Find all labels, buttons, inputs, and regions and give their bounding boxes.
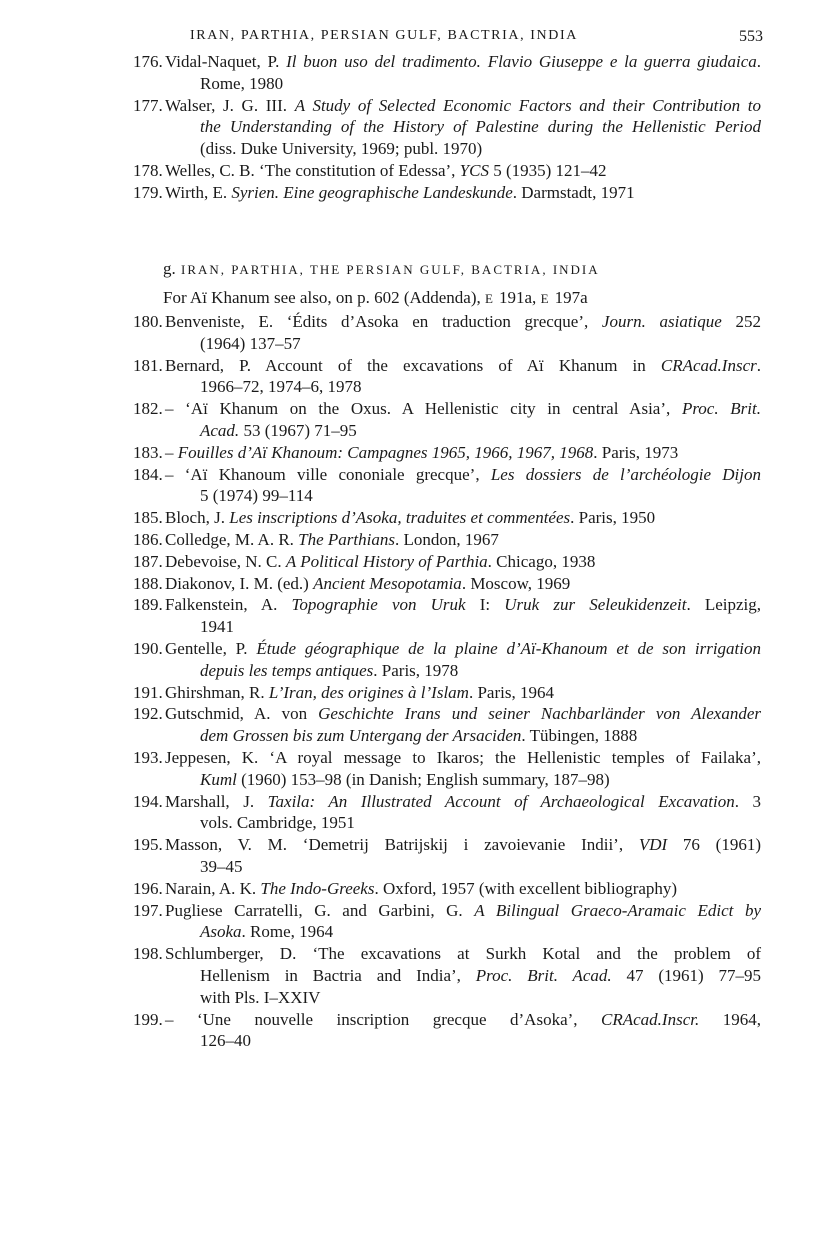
entry-text: 1941: [200, 617, 234, 637]
entry-text: 1966–72, 1974–6, 1978: [200, 377, 362, 397]
entry-text: (diss. Duke University, 1969; publ. 1970): [200, 139, 483, 159]
entry-line: [165, 747, 761, 769]
entry-number: 199.: [133, 1009, 163, 1029]
entry-title-italic: Geschichte Irans und seiner Nachbarländer von Alexander: [318, 704, 761, 724]
entry-line: [165, 791, 761, 813]
entry-text: . Chicago, 1938: [487, 551, 596, 571]
bibliography-entry: [133, 791, 761, 835]
entry-title-italic: VDI: [638, 835, 668, 855]
entry-text: with Pls. I–XXIV: [200, 987, 321, 1007]
entry-line: [165, 703, 761, 725]
bibliography-entry: [133, 638, 761, 682]
entry-number: 181.: [133, 355, 163, 375]
bibliography-entry: [133, 464, 761, 508]
entry-text: Schlumberger, D. ‘The excavations at Surkh Kotal and the problem of: [165, 944, 761, 964]
bibliography-entry: [133, 442, 761, 464]
entry-line: [165, 51, 761, 73]
entry-line: [165, 138, 761, 160]
entry-text: Benveniste, E. ‘Édits d’Asoka en traduction grecque’,: [165, 312, 602, 331]
entry-title-italic: the Understanding of the History of Palestine during the Hellenistic Period: [200, 117, 761, 137]
entry-text: . Darmstadt, 1971: [512, 182, 635, 202]
entry-line: [165, 594, 761, 616]
entry-line: [165, 442, 761, 464]
entry-text: (1964) 137–57: [200, 333, 301, 353]
bibliography-entry: [133, 182, 761, 204]
entry-title-italic: L’Iran, des origines à l’Islam: [268, 682, 469, 702]
entry-line: [165, 398, 761, 420]
entry-number: 196.: [133, 878, 163, 898]
entry-text: vols. Cambridge, 1951: [200, 813, 355, 833]
entry-title-italic: depuis les temps antiques: [200, 660, 374, 680]
entry-line: [165, 464, 761, 486]
entry-line: [165, 116, 761, 138]
entry-text: . Paris, 1978: [373, 660, 459, 680]
entry-text: 76 (1961): [667, 835, 762, 855]
entry-title-italic: Journ. asiatique: [601, 312, 722, 331]
cross-reference-note: [163, 287, 588, 310]
bibliography-entry: [133, 160, 761, 182]
entry-title-italic: Fouilles d’Aï Khanoum: Campagnes 1965, 1966, 1967, 1968: [177, 442, 594, 462]
bibliography-list: [133, 311, 761, 1052]
entry-number: 192.: [133, 704, 163, 724]
entry-line: [165, 73, 761, 95]
entry-text: Colledge, M. A. R.: [165, 529, 299, 549]
entry-title-italic: Acad.: [200, 420, 240, 440]
entry-text: Narain, A. K.: [165, 878, 261, 898]
entry-title-italic: A Political History of Parthia: [285, 551, 488, 571]
entry-line: [165, 725, 761, 747]
entry-number: 183.: [133, 442, 163, 462]
entry-title-italic: Étude géographique de la plaine d’Aï-Khanoum et de son irrigation: [256, 638, 762, 658]
entry-text: . Paris, 1973: [593, 442, 679, 462]
bibliography-entry: [133, 95, 761, 160]
entry-number: 190.: [133, 638, 163, 658]
entry-number: 193.: [133, 747, 163, 767]
entry-text: Masson, V. M. ‘Demetrij Batrijskij i zavoievanie Indii’,: [165, 835, 639, 855]
entry-number: 186.: [133, 529, 163, 549]
entry-line: [165, 376, 761, 398]
running-title: IRAN, PARTHIA, PERSIAN GULF, BACTRIA, INDIA: [190, 28, 578, 43]
bibliography-entry: [133, 747, 761, 791]
entry-text: 5 (1935) 121–42: [488, 160, 607, 180]
entry-line: [165, 769, 761, 791]
bibliography-entry: [133, 1009, 761, 1053]
entry-number: 182.: [133, 399, 163, 419]
section-title: IRAN, PARTHIA, THE PERSIAN GULF, BACTRIA, INDIA: [181, 262, 600, 277]
entry-text: Walser, J. G. III.: [165, 95, 295, 115]
entry-text: . Moscow, 1969: [461, 573, 571, 593]
entry-line: [165, 682, 761, 704]
entry-number: 184.: [133, 464, 163, 484]
entry-text: . Rome, 1964: [241, 922, 334, 942]
entry-line: [165, 943, 761, 965]
entry-text: Debevoise, N. C.: [165, 551, 286, 571]
entry-text: Rome, 1980: [200, 73, 284, 93]
bibliography-entry: [133, 529, 761, 551]
entry-line: [165, 616, 761, 638]
entry-line: [165, 1009, 761, 1031]
entry-title-italic: Proc. Brit. Acad.: [475, 965, 612, 985]
entry-title-italic: dem Grossen bis zum Untergang der Arsaciden: [200, 726, 522, 746]
note-ref-series: E: [540, 291, 551, 306]
entry-text: Vidal-Naquet, P.: [165, 52, 287, 71]
entry-line: [165, 573, 761, 595]
entry-title-italic: YCS: [459, 160, 489, 180]
entry-text: Jeppesen, K. ‘A royal message to Ikaros; the Hellenistic temples of Failaka’,: [165, 747, 761, 767]
entry-line: [165, 355, 761, 377]
entry-line: [165, 485, 761, 507]
entry-line: [165, 921, 761, 943]
entry-title-italic: CRAcad.Inscr: [660, 355, 757, 375]
entry-number: 198.: [133, 944, 163, 964]
entry-text: Diakonov, I. M. (ed.): [165, 573, 314, 593]
entry-title-italic: The Indo-Greeks: [260, 878, 375, 898]
entry-title-italic: Proc. Brit.: [681, 399, 761, 419]
entry-text: – ‘Aï Khanoum ville cononiale grecque’,: [165, 464, 491, 484]
entry-number: 179.: [133, 182, 163, 202]
bibliography-entry: [133, 311, 761, 355]
entry-line: [165, 182, 761, 204]
entry-line: [165, 878, 761, 900]
entry-line: [165, 333, 761, 355]
bibliography-entry: [133, 834, 761, 878]
entry-text: 47 (1961) 77–95: [611, 965, 761, 985]
entry-line: [165, 551, 761, 573]
entry-line: [165, 529, 761, 551]
bibliography-list-previous-section: [133, 51, 761, 204]
entry-text: . Paris, 1950: [570, 508, 656, 528]
entry-line: [165, 900, 761, 922]
bibliography-entry: [133, 398, 761, 442]
entry-title-italic: Il buon uso del tradimento. Flavio Giuseppe e la guerra giudaica: [286, 52, 757, 71]
entry-text: Welles, C. B. ‘The constitution of Edessa’,: [165, 160, 460, 180]
note-ref-number: 197a: [550, 288, 588, 307]
entry-text: . 3: [734, 791, 762, 811]
entry-line: [165, 1030, 761, 1052]
entry-title-italic: Kuml: [200, 769, 237, 789]
entry-number: 185.: [133, 508, 163, 528]
entry-text: .: [756, 355, 761, 375]
entry-number: 191.: [133, 682, 163, 702]
running-header: [190, 28, 763, 44]
entry-text: Bernard, P. Account of the excavations of Aï Khanum in: [165, 355, 661, 375]
bibliography-entry: [133, 943, 761, 1008]
bibliography-entry: [133, 900, 761, 944]
entry-text: .: [756, 52, 761, 71]
entry-line: [165, 95, 761, 117]
entry-text: – ‘Une nouvelle inscription grecque d’Asoka’,: [165, 1009, 602, 1029]
entry-line: [165, 311, 761, 333]
entry-line: [165, 812, 761, 834]
entry-text: 1964,: [699, 1009, 761, 1029]
entry-text: 5 (1974) 99–114: [200, 486, 313, 506]
entry-title-italic: A Bilingual Graeco-Aramaic Edict by: [474, 900, 761, 920]
entry-line: [165, 507, 761, 529]
entry-number: 177.: [133, 95, 163, 115]
entry-text: 252: [721, 312, 761, 331]
entry-text: (1960) 153–98 (in Danish; English summary, 187–98): [236, 769, 610, 789]
entry-title-italic: Asoka: [200, 922, 242, 942]
entry-text: 126–40: [200, 1031, 251, 1051]
entry-text: Gutschmid, A. von: [165, 704, 319, 724]
entry-text: – ‘Aï Khanum on the Oxus. A Hellenistic city in central Asia’,: [165, 399, 682, 419]
entry-line: [165, 660, 761, 682]
entry-text: Gentelle, P.: [165, 638, 257, 658]
entry-number: 189.: [133, 595, 163, 615]
entry-line: [165, 965, 761, 987]
entry-title-italic: Taxila: An Illustrated Account of Archaeological Excavation: [267, 791, 735, 811]
entry-line: [165, 856, 761, 878]
entry-number: 188.: [133, 573, 163, 593]
entry-number: 178.: [133, 160, 163, 180]
entry-text: –: [165, 442, 178, 462]
bibliography-entry: [133, 51, 761, 95]
entry-text: Marshall, J.: [165, 791, 268, 811]
entry-title-italic: A Study of Selected Economic Factors and their Contribution to: [294, 95, 762, 115]
entry-text: Pugliese Carratelli, G. and Garbini, G.: [165, 900, 475, 920]
entry-text: . London, 1967: [394, 529, 499, 549]
bibliography-entry: [133, 573, 761, 595]
entry-text: Ghirshman, R.: [165, 682, 269, 702]
entry-line: [165, 160, 761, 182]
note-text: For Aï Khanum see also, on p. 602 (Addenda),: [163, 288, 486, 307]
entry-number: 180.: [133, 312, 163, 331]
entry-text: Falkenstein, A.: [165, 595, 292, 615]
note-ref-number: 191a,: [494, 288, 541, 307]
entry-text: . Paris, 1964: [468, 682, 554, 702]
entry-line: [165, 638, 761, 660]
section-heading: [163, 259, 600, 279]
entry-text: Hellenism in Bactria and India’,: [200, 965, 476, 985]
entry-title-italic: Ancient Mesopotamia: [313, 573, 462, 593]
note-ref-series: E: [485, 291, 495, 306]
entry-number: 195.: [133, 835, 163, 855]
entry-line: [165, 420, 761, 442]
entry-title-italic: Topographie von Uruk: [291, 595, 466, 615]
entry-title-italic: Uruk zur Seleukidenzeit: [504, 595, 687, 615]
entry-title-italic: CRAcad.Inscr.: [601, 1009, 700, 1029]
entry-line: [165, 834, 761, 856]
bibliography-entry: [133, 355, 761, 399]
entry-number: 187.: [133, 551, 163, 571]
entry-title-italic: Syrien. Eine geographische Landeskunde: [231, 182, 513, 202]
entry-text: I:: [465, 595, 505, 615]
entry-text: 39–45: [200, 856, 243, 876]
entry-title-italic: The Parthians: [298, 529, 395, 549]
entry-text: Bloch, J.: [165, 508, 230, 528]
entry-text: Wirth, E.: [165, 182, 232, 202]
entry-number: 194.: [133, 791, 163, 811]
entry-text: . Tübingen, 1888: [521, 726, 638, 746]
bibliography-entry: [133, 594, 761, 638]
entry-title-italic: Les dossiers de l’archéologie Dijon: [490, 464, 761, 484]
bibliography-entry: [133, 507, 761, 529]
entry-title-italic: Les inscriptions d’Asoka, traduites et commentées: [229, 508, 571, 528]
bibliography-entry: [133, 551, 761, 573]
entry-number: 197.: [133, 900, 163, 920]
entry-text: . Oxford, 1957 (with excellent bibliography): [374, 878, 678, 898]
entry-text: . Leipzig,: [686, 595, 762, 615]
section-letter: g.: [163, 259, 176, 278]
page-number: 553: [739, 28, 763, 45]
entry-number: 176.: [133, 52, 163, 71]
entry-text: 53 (1967) 71–95: [239, 420, 357, 440]
bibliography-entry: [133, 682, 761, 704]
bibliography-entry: [133, 703, 761, 747]
entry-line: [165, 987, 761, 1009]
bibliography-entry: [133, 878, 761, 900]
